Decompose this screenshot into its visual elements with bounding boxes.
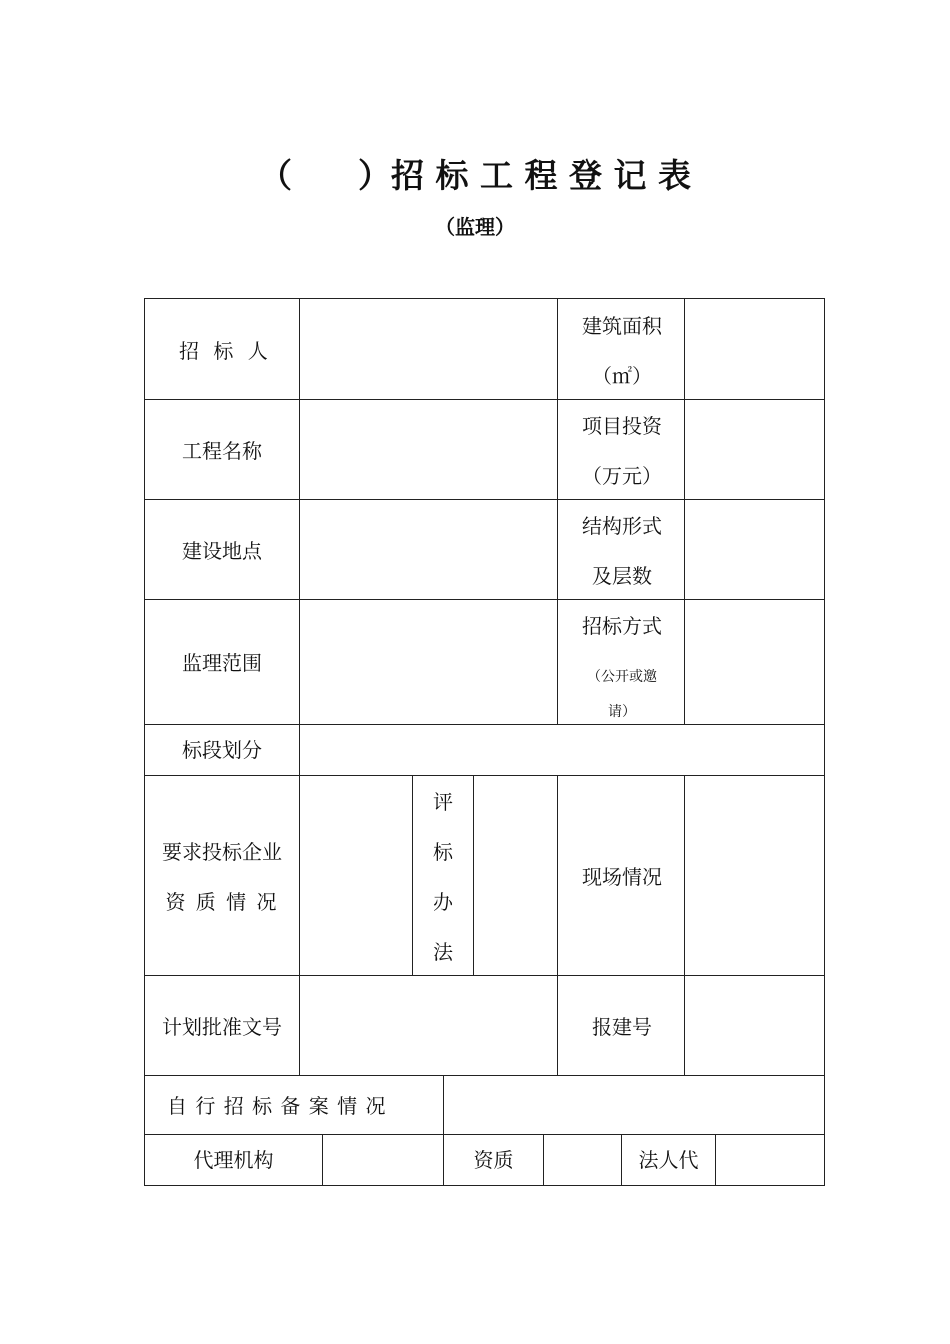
site-label-cell — [557, 775, 685, 976]
structure-label-cell — [557, 499, 685, 600]
method-label-line1: 招标方式 — [582, 614, 662, 638]
project-name-label-cell — [144, 399, 300, 500]
approval-label: 计划批准文号 — [162, 1015, 282, 1039]
evaluation-label-cell — [412, 775, 474, 976]
qualification-label-line1: 要求投标企业 — [162, 840, 282, 864]
agency-label-cell — [144, 1134, 323, 1186]
qualification-label-cell — [144, 775, 300, 976]
legal-rep-value-cell[interactable] — [715, 1134, 825, 1186]
bidder-label: 招 标 人 — [179, 339, 272, 363]
agency-value-cell[interactable] — [322, 1134, 444, 1186]
location-label-cell — [144, 499, 300, 600]
qualification-value-cell[interactable] — [299, 775, 413, 976]
site-label: 现场情况 — [582, 865, 662, 889]
credential-label-cell — [443, 1134, 544, 1186]
area-value-cell[interactable] — [684, 298, 825, 400]
section-label: 标段划分 — [182, 738, 262, 762]
method-label-cell — [557, 599, 685, 725]
legal-rep-label-cell — [621, 1134, 716, 1186]
evaluation-value-cell[interactable] — [473, 775, 558, 976]
evaluation-label-char2: 标 — [433, 840, 453, 864]
bidder-value-cell[interactable] — [299, 298, 558, 400]
self-bidding-label-cell — [144, 1075, 444, 1135]
credential-value-cell[interactable] — [543, 1134, 622, 1186]
bidder-label-cell — [144, 298, 300, 400]
structure-value-cell[interactable] — [684, 499, 825, 600]
project-name-value-cell[interactable] — [299, 399, 558, 500]
approval-value-cell[interactable] — [299, 975, 558, 1076]
form-title: （ ）招 标 工 程 登 记 表 — [259, 156, 691, 195]
permit-label-cell — [557, 975, 685, 1076]
registration-form-table — [144, 298, 825, 1186]
section-label-cell — [144, 724, 300, 776]
area-label-cell — [557, 298, 685, 400]
self-bidding-value-cell[interactable] — [443, 1075, 825, 1135]
permit-label: 报建号 — [592, 1015, 652, 1039]
form-subtitle: （监理） — [435, 215, 515, 239]
section-value-cell[interactable] — [299, 724, 825, 776]
location-label: 建设地点 — [182, 539, 262, 563]
project-name-label: 工程名称 — [182, 439, 262, 463]
method-value-cell[interactable] — [684, 599, 825, 725]
scope-label: 监理范围 — [182, 651, 262, 675]
self-bidding-label: 自 行 招 标 备 案 情 况 — [167, 1094, 387, 1118]
method-label-line2: （公开或邀 — [587, 669, 657, 685]
structure-label-line2: 及层数 — [592, 564, 652, 588]
evaluation-label-char4: 法 — [433, 940, 453, 964]
scope-value-cell[interactable] — [299, 599, 558, 725]
investment-label-line2: （万元） — [582, 464, 662, 488]
evaluation-label-char1: 评 — [433, 790, 453, 814]
credential-label: 资质 — [473, 1148, 514, 1172]
evaluation-label-char3: 办 — [433, 890, 453, 914]
site-value-cell[interactable] — [684, 775, 825, 976]
agency-label: 代理机构 — [193, 1148, 274, 1172]
investment-value-cell[interactable] — [684, 399, 825, 500]
qualification-label-line2: 资 质 情 况 — [165, 890, 279, 914]
investment-label-line1: 项目投资 — [582, 414, 662, 438]
structure-label-line1: 结构形式 — [582, 514, 662, 538]
area-label-line1: 建筑面积 — [582, 314, 662, 338]
method-label-line3: 请） — [608, 704, 636, 720]
permit-value-cell[interactable] — [684, 975, 825, 1076]
area-label-line2: （㎡） — [592, 364, 652, 388]
legal-rep-label: 法人代 — [638, 1148, 699, 1172]
location-value-cell[interactable] — [299, 499, 558, 600]
approval-label-cell — [144, 975, 300, 1076]
investment-label-cell — [557, 399, 685, 500]
scope-label-cell — [144, 599, 300, 725]
